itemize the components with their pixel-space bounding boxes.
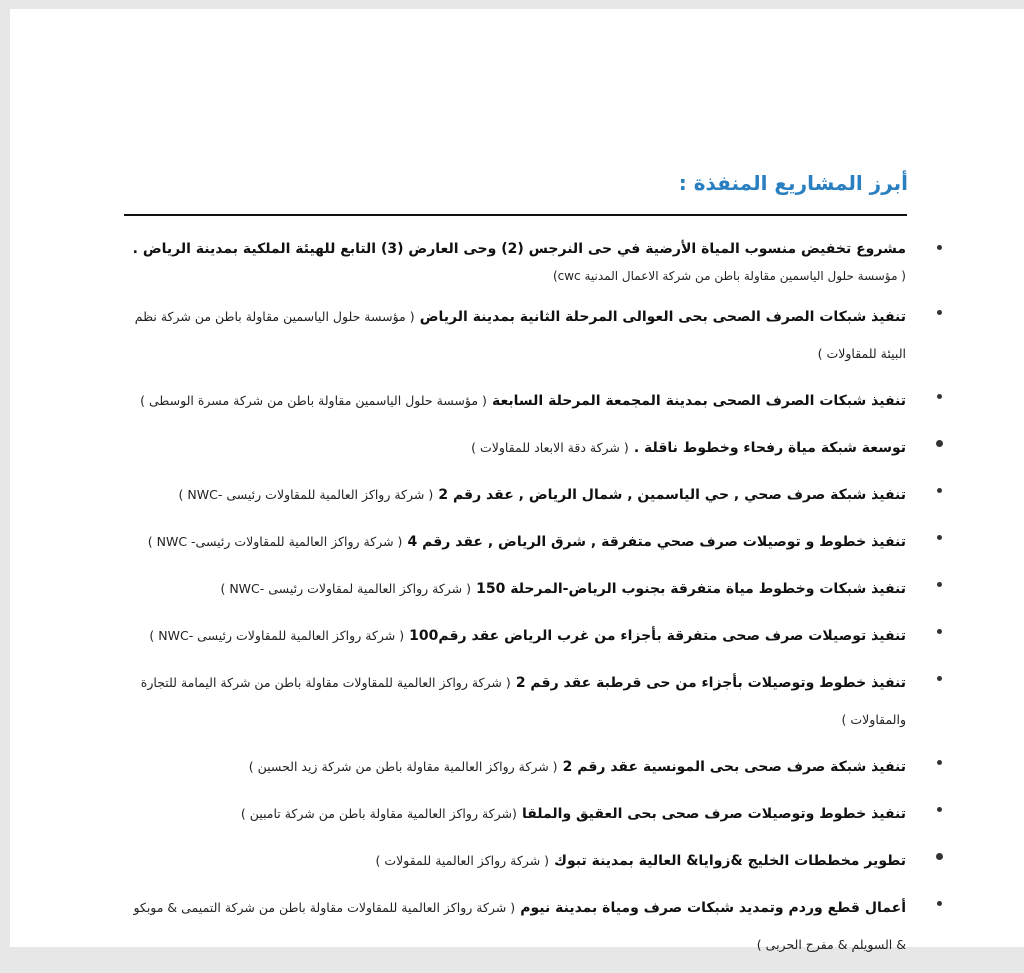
bullet-icon (937, 535, 942, 540)
list-item (128, 233, 946, 288)
project-title: تنفيذ شبكات وخطوط مياة متفرقة بجنوب الرياض-المرحلة 150 (476, 581, 906, 597)
project-details: ( مؤسسة حلول الياسمين مقاولة باطن من شركة نظم البيئة للمقاولات ) (134, 309, 906, 361)
project-title: مشروع تخفيض منسوب المياة الأرضية في حى النرجس (2) وحى العارض (3) التابع للهيئة الملكية بمدينة الرياض . (132, 241, 906, 257)
list-item (128, 795, 946, 832)
project-details: ( شركة رواكز العالمية مقاولة باطن من شركة زيد الحسين ) (248, 759, 558, 774)
bullet-icon (937, 394, 942, 399)
bullet-icon (937, 245, 942, 250)
list-item (128, 476, 946, 513)
project-details: ( شركة رواكز العالمية للمقاولات رئيسى -NWC ) (149, 628, 405, 643)
bullet-icon (937, 582, 942, 587)
document-page (10, 9, 1024, 952)
project-title: تنفيذ شبكات الصرف الصحى بمدينة المجمعة المرحلة السابعة (492, 393, 906, 409)
project-title: تطوير مخططات الخليج &زوايا& العالية بمدينة تبوك (554, 853, 906, 869)
bullet-icon (937, 310, 942, 315)
project-title: تنفيذ شبكة صرف صحى بحى المونسية عقد رقم 2 (562, 759, 906, 775)
project-title: تنفيذ خطوط وتوصيلات بأجزاء من حى قرطبة عقد رقم 2 (515, 675, 906, 691)
project-details: ( شركة رواكز العالمية للمقاولات رئيسى- NWC ) (147, 534, 403, 549)
bullet-icon (937, 629, 942, 634)
section-heading: أبرز المشاريع المنفذة : (678, 171, 908, 195)
project-title: تنفيذ خطوط وتوصيلات صرف صحى بحى العقيق والملقا (521, 806, 906, 822)
project-details: ( مؤسسة حلول الياسمين مقاولة باطن من شركة مسرة الوسطى ) (140, 393, 487, 408)
list-item (128, 664, 946, 738)
project-title: تنفيذ شبكة صرف صحي , حي الياسمين , شمال الرياض , عقد رقم 2 (438, 487, 906, 503)
bullet-icon (937, 488, 942, 493)
project-title: توسعة شبكة مياة رفحاء وخطوط ناقلة . (633, 440, 906, 456)
project-details: ( شركة رواكز العالمية لمقاولات رئيسى -NWC ) (220, 581, 471, 596)
project-details: ( شركة دقة الابعاد للمقاولات ) (471, 440, 629, 455)
project-title: تنفيذ توصيلات صرف صحى متفرقة بأجزاء من غرب الرياض عقد رقم100 (409, 628, 906, 644)
list-item (128, 523, 946, 560)
list-item (128, 842, 946, 879)
bullet-icon (937, 901, 942, 906)
list-item (128, 298, 946, 372)
list-item (128, 429, 946, 466)
project-details: ( شركة رواكز العالمية للمقاولات مقاولة باطن من شركة اليمامة للتجارة والمقاولات ) (140, 675, 906, 727)
heading-divider (124, 214, 907, 216)
list-item (128, 570, 946, 607)
list-item (128, 889, 946, 963)
project-title: تنفيذ خطوط و توصيلات صرف صحي متفرقة , شرق الرياض , عقد رقم 4 (407, 534, 906, 550)
projects-list (128, 233, 946, 973)
bullet-icon (937, 676, 942, 681)
project-details: (شركة رواكز العالمية مقاولة باطن من شركة تامبين ) (240, 806, 517, 821)
bullet-icon (936, 440, 943, 447)
project-details: ( شركة رواكز العالمية للمقاولات مقاولة باطن من شركة التميمى & موبكو & السويلم & مفرح الحربى ) (133, 900, 906, 952)
bullet-icon (937, 807, 942, 812)
project-title: أعمال قطع وردم وتمديد شبكات صرف ومياة بمدينة نيوم (520, 900, 906, 916)
project-title: تنفيذ شبكات الصرف الصحى بحى العوالى المرحلة الثانية بمدينة الرياض (419, 309, 906, 325)
list-item (128, 382, 946, 419)
project-details: ( شركة رواكز العالمية للمقاولات رئيسى -NWC ) (178, 487, 434, 502)
list-item (128, 617, 946, 654)
bullet-icon (937, 760, 942, 765)
project-details: ( شركة رواكز العالمية للمقولات ) (375, 853, 550, 868)
bullet-icon (936, 853, 943, 860)
list-item (128, 748, 946, 785)
project-details: ( مؤسسة حلول الياسمين مقاولة باطن من شركة الاعمال المدنية cwc) (552, 269, 906, 283)
